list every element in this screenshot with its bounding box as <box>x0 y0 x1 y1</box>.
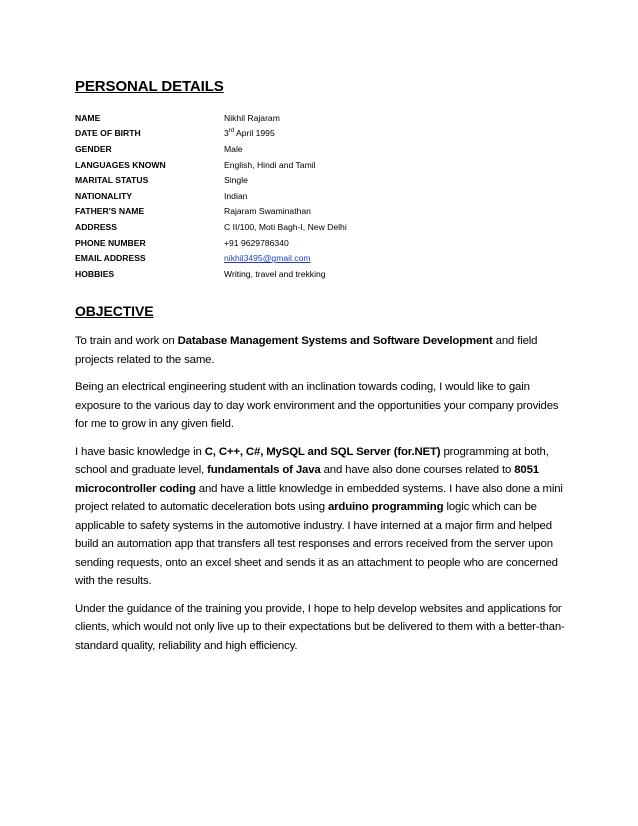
text-run: programming at both, school and graduate level, <box>75 445 549 476</box>
detail-label: HOBBIES <box>75 268 115 279</box>
detail-value: C II/100, Moti Bagh-I, New Delhi <box>224 221 347 232</box>
detail-value: English, Hindi and Tamil <box>224 159 316 170</box>
detail-row-marital <box>75 172 524 188</box>
detail-row-hobbies <box>75 266 524 282</box>
detail-row-dob <box>75 126 524 142</box>
detail-label: ADDRESS <box>75 221 118 232</box>
text-run: and have a little knowledge in embedded systems. I have also done a mini project related to automatic deceleration bots using <box>75 482 563 513</box>
bold-run: C, C++, C#, MySQL and SQL Server (for.NET) <box>204 445 441 458</box>
detail-value <box>224 126 524 142</box>
bold-run: arduino programming <box>327 501 444 513</box>
detail-row-email <box>75 250 524 266</box>
detail-row-languages <box>75 157 524 173</box>
detail-label: EMAIL ADDRESS <box>75 253 146 264</box>
detail-label: MARITAL STATUS <box>75 175 149 186</box>
detail-value: Indian <box>224 190 248 201</box>
email-link[interactable]: nikhil3495@gmail.com <box>224 253 311 264</box>
dob-rest: April 1995 <box>234 128 275 139</box>
text-run: and field projects related to the same. <box>75 335 538 366</box>
detail-value: Male <box>224 143 243 154</box>
text-run: To train and work on <box>75 335 178 347</box>
detail-label: PHONE NUMBER <box>75 237 146 248</box>
objective-heading: OBJECTIVE <box>75 303 154 319</box>
detail-label: NATIONALITY <box>75 190 133 201</box>
detail-row-nationality <box>75 188 524 204</box>
detail-label: GENDER <box>75 143 112 154</box>
detail-value: Single <box>224 175 248 186</box>
detail-row-phone <box>75 235 524 251</box>
objective-section <box>75 332 570 664</box>
bold-run: fundamentals of Java <box>207 464 321 476</box>
text-run: I have basic knowledge in <box>75 445 205 458</box>
detail-row-gender <box>75 141 524 157</box>
dob-day: 3 <box>224 128 229 139</box>
text-run: and have also done courses related to <box>320 464 515 476</box>
dob-ordinal: rd <box>228 128 235 135</box>
detail-label: DATE OF BIRTH <box>75 128 141 139</box>
bold-run: Database Management Systems and Software Development <box>177 335 493 347</box>
bold-run: 8051 microcontroller coding <box>75 464 539 495</box>
objective-paragraph-2: Being an electrical engineering student with an inclination towards coding, I would like to gain exposure to the various day to day work environment and the opportunities your company provides for me to grow in any given field. <box>75 381 559 430</box>
objective-paragraph-3 <box>75 443 570 591</box>
objective-paragraph-1 <box>75 332 570 369</box>
objective-paragraph-4: Under the guidance of the training you provide, I hope to help develop websites and applications for clients, which would not only live up to their expectations but be delivered to them with a better-than-standard quality, reliability and high efficiency. <box>75 602 565 652</box>
detail-value <box>224 250 524 266</box>
detail-value: Writing, travel and trekking <box>224 268 326 279</box>
personal-details-table <box>75 110 524 282</box>
detail-row-name <box>75 110 524 126</box>
personal-details-heading: PERSONAL DETAILS <box>75 78 224 95</box>
detail-row-father <box>75 204 524 220</box>
detail-value: +91 9629786340 <box>224 237 289 248</box>
detail-value: Nikhil Rajaram <box>224 112 280 123</box>
detail-label: FATHER'S NAME <box>75 206 145 217</box>
detail-label: LANGUAGES KNOWN <box>75 159 166 170</box>
detail-label: NAME <box>75 112 101 123</box>
detail-value: Rajaram Swaminathan <box>224 206 311 217</box>
detail-row-address <box>75 219 524 235</box>
text-run: logic which can be applicable to safety systems in the automotive industry. I have interned at a major firm and helped build an automation app that transfers all test responses and errors received from the server upon sending requests, onto an excel sheet and sends it as an attachment to people who are concerned with the results. <box>75 501 558 587</box>
